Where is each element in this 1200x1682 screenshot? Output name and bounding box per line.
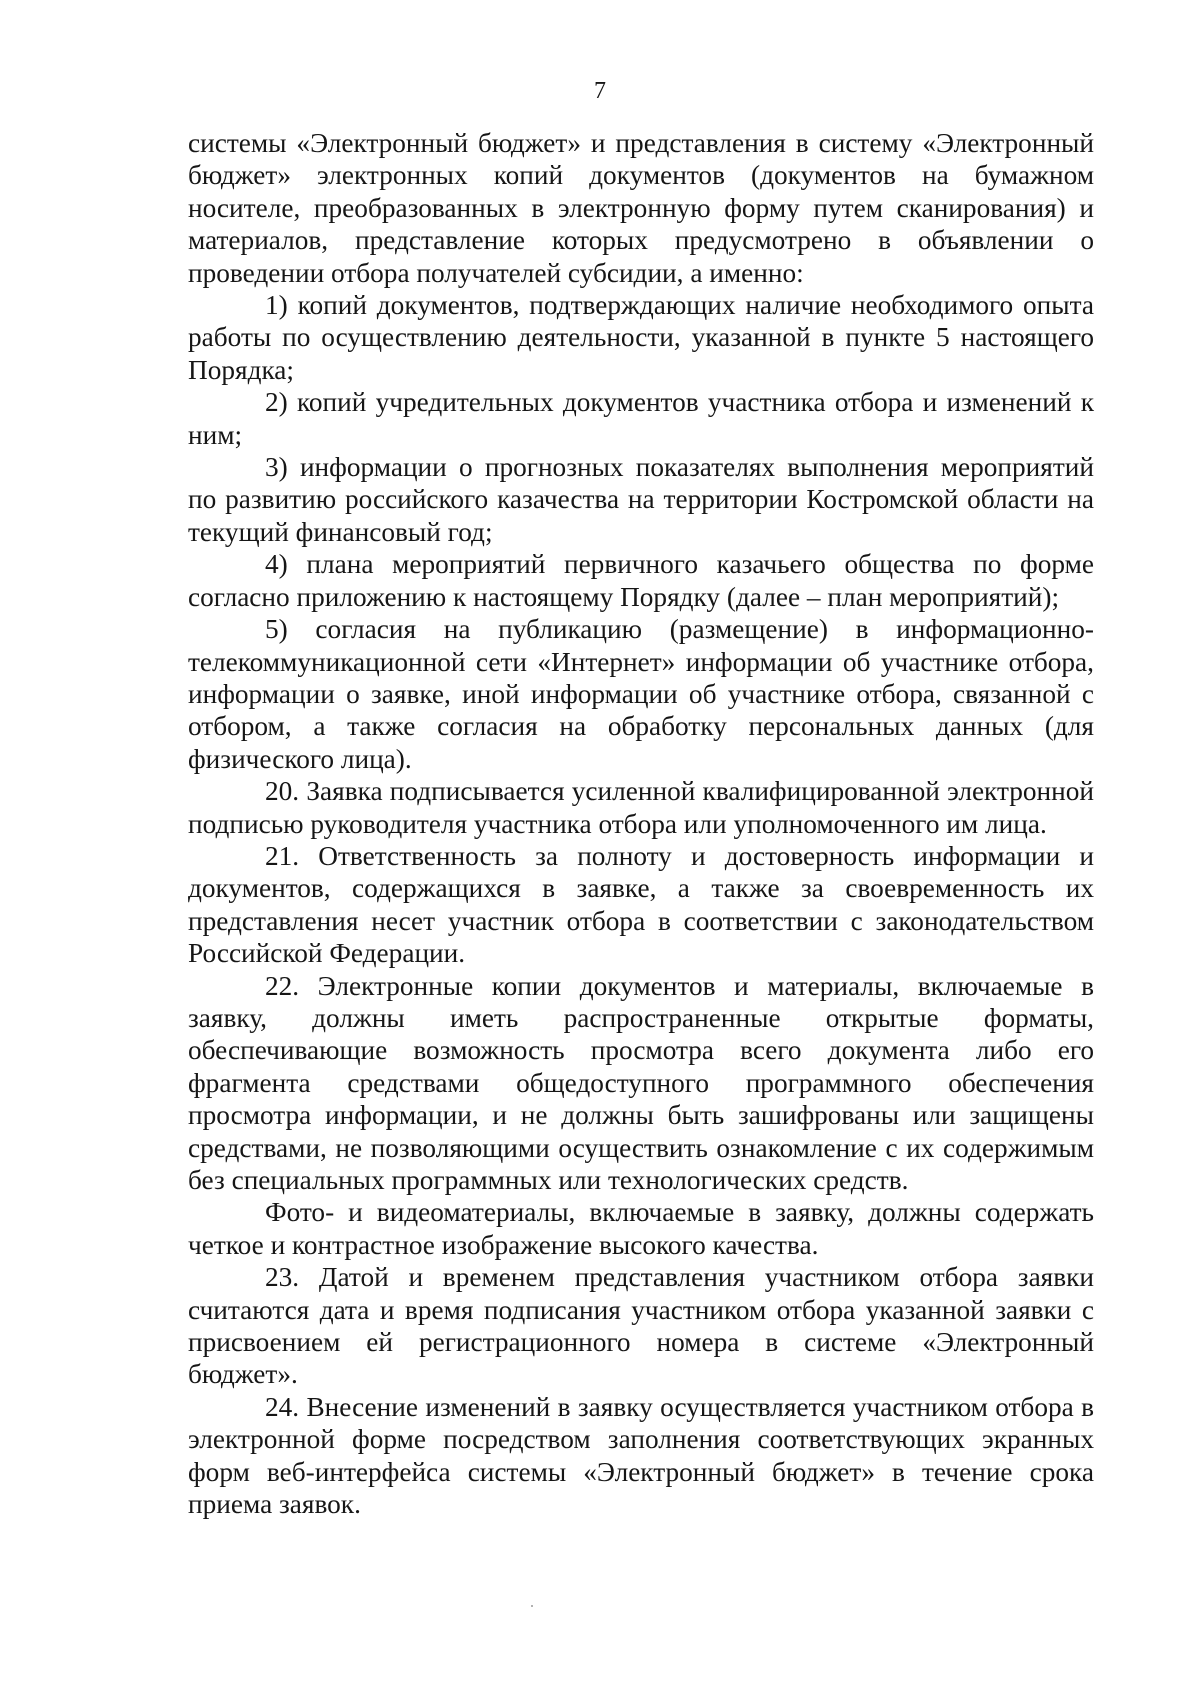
clause-20: 20. Заявка подписывается усиленной квалифицированной электронной подписью руководителя участника отбора или уполномоченного им лица. <box>188 776 1094 839</box>
paragraph-continuation: системы «Электронный бюджет» и представления в систему «Электронный бюджет» электронных копий документов (документов на бумажном носителе, преобразованных в электронную форму путем сканирования) и материалов, представление которых предусмотрено в объявлении о проведении отбора получателей субсидии, а именно: <box>188 128 1094 288</box>
scan-speck <box>531 1605 533 1607</box>
list-item-1: 1) копий документов, подтверждающих наличие необходимого опыта работы по осуществлению деятельности, указанной в пункте 5 настоящего Порядка; <box>188 290 1094 385</box>
document-body <box>188 127 1094 1520</box>
list-item-3: 3) информации о прогнозных показателях выполнения мероприятий по развитию российского казачества на территории Костромской области на текущий финансовый год; <box>188 452 1094 547</box>
page-number: 7 <box>594 78 606 104</box>
clause-22: 22. Электронные копии документов и материалы, включаемые в заявку, должны иметь распространенные открытые форматы, обеспечивающие возможность просмотра всего документа либо его фрагмента средствами общедоступного программного обеспечения просмотра информации, и не должны быть зашифрованы или защищены средствами, не позволяющими осуществить ознакомление с их содержимым без специальных программных или технологических средств. <box>188 970 1094 1195</box>
clause-23: 23. Датой и временем представления участником отбора заявки считаются дата и время подписания участником отбора указанной заявки с присвоением ей регистрационного номера в системе «Электронный бюджет». <box>188 1262 1094 1390</box>
list-item-4: 4) плана мероприятий первичного казачьего общества по форме согласно приложению к настоящему Порядку (далее – план мероприятий); <box>188 549 1094 612</box>
list-item-5: 5) согласия на публикацию (размещение) в информационно-телекоммуникационной сети «Интернет» информации об участнике отбора, информации о заявке, иной информации об участнике отбора, связанной с отбором, а также согласия на обработку персональных данных (для физического лица). <box>188 614 1094 774</box>
clause-22-media: Фото- и видеоматериалы, включаемые в заявку, должны содержать четкое и контрастное изображение высокого качества. <box>188 1197 1094 1260</box>
clause-24: 24. Внесение изменений в заявку осуществляется участником отбора в электронной форме посредством заполнения соответствующих экранных форм веб-интерфейса системы «Электронный бюджет» в течение срока приема заявок. <box>188 1391 1094 1520</box>
clause-21: 21. Ответственность за полноту и достоверность информации и документов, содержащихся в заявке, а также за своевременность их представления несет участник отбора в соответствии с законодательством Российской Федерации. <box>188 840 1094 969</box>
list-item-2: 2) копий учредительных документов участника отбора и изменений к ним; <box>188 387 1094 450</box>
